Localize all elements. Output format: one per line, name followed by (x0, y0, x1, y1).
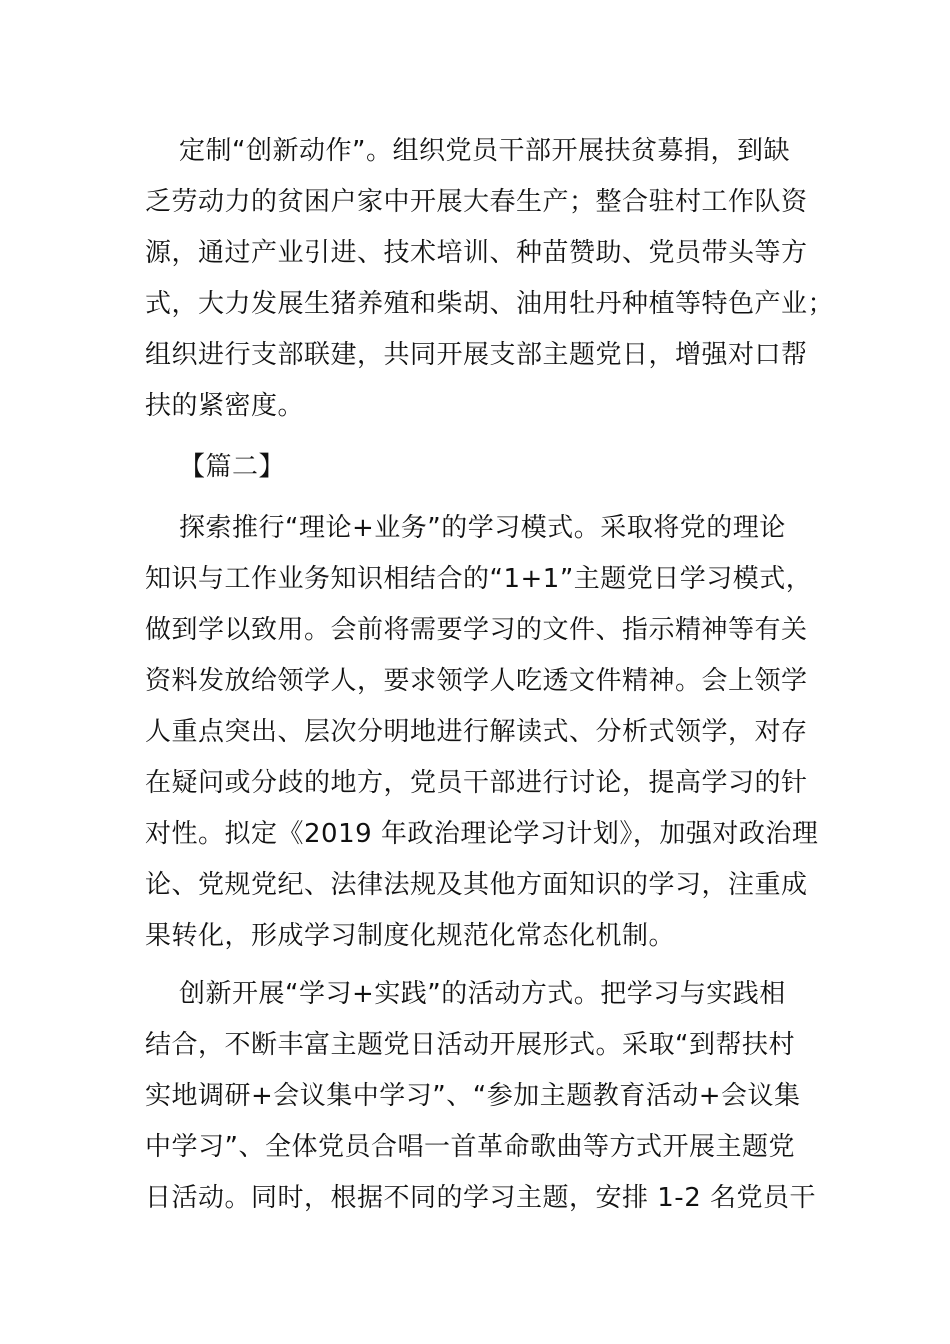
text-line: 人重点突出、层次分明地进行解读式、分析式领学，对存 (145, 717, 808, 747)
text-line: 果转化，形成学习制度化规范化常态化机制。 (145, 921, 676, 951)
text-line: 组织进行支部联建，共同开展支部主题党日，增强对口帮 (145, 340, 808, 370)
section-heading: 【篇二】 (179, 452, 286, 482)
paragraph-innovation-actions (145, 126, 835, 432)
text-line: 对性。拟定《2019 年政治理论学习计划》，加强对政治理 (145, 819, 819, 849)
text-line: 日活动。同时，根据不同的学习主题，安排 1-2 名党员干 (145, 1183, 816, 1213)
text-line: 定制“创新动作”。组织党员干部开展扶贫募捐，到缺 (179, 136, 790, 166)
text-line: 论、党规党纪、法律法规及其他方面知识的学习，注重成 (145, 870, 808, 900)
text-line: 结合，不断丰富主题党日活动开展形式。采取“到帮扶村 (145, 1030, 795, 1060)
text-line: 创新开展“学习+实践”的活动方式。把学习与实践相 (179, 979, 786, 1009)
paragraph-gap (145, 962, 805, 969)
paragraph-gap (145, 432, 805, 439)
paragraph-study-practice (145, 969, 816, 1224)
paragraph-gap (145, 496, 805, 503)
text-line: 扶的紧密度。 (145, 391, 305, 421)
text-line: 中学习”、全体党员合唱一首革命歌曲等方式开展主题党 (145, 1132, 795, 1162)
document-body (145, 126, 835, 1224)
text-line: 在疑问或分歧的地方，党员干部进行讨论，提高学习的针 (145, 768, 808, 798)
text-line: 式，大力发展生猪养殖和柴胡、油用牡丹种植等特色产业； (145, 289, 835, 319)
paragraph-theory-business-study (145, 503, 819, 962)
text-line: 探索推行“理论+业务”的学习模式。采取将党的理论 (179, 513, 786, 543)
text-line: 乏劳动力的贫困户家中开展大春生产；整合驻村工作队资 (145, 187, 808, 217)
text-line: 实地调研+会议集中学习”、“参加主题教育活动+会议集 (145, 1081, 801, 1111)
text-line: 资料发放给领学人，要求领学人吃透文件精神。会上领学 (145, 666, 808, 696)
text-line: 知识与工作业务知识相结合的“1+1”主题党日学习模式， (145, 564, 813, 594)
text-line: 源，通过产业引进、技术培训、种苗赞助、党员带头等方 (145, 238, 808, 268)
text-line: 做到学以致用。会前将需要学习的文件、指示精神等有关 (145, 615, 808, 645)
